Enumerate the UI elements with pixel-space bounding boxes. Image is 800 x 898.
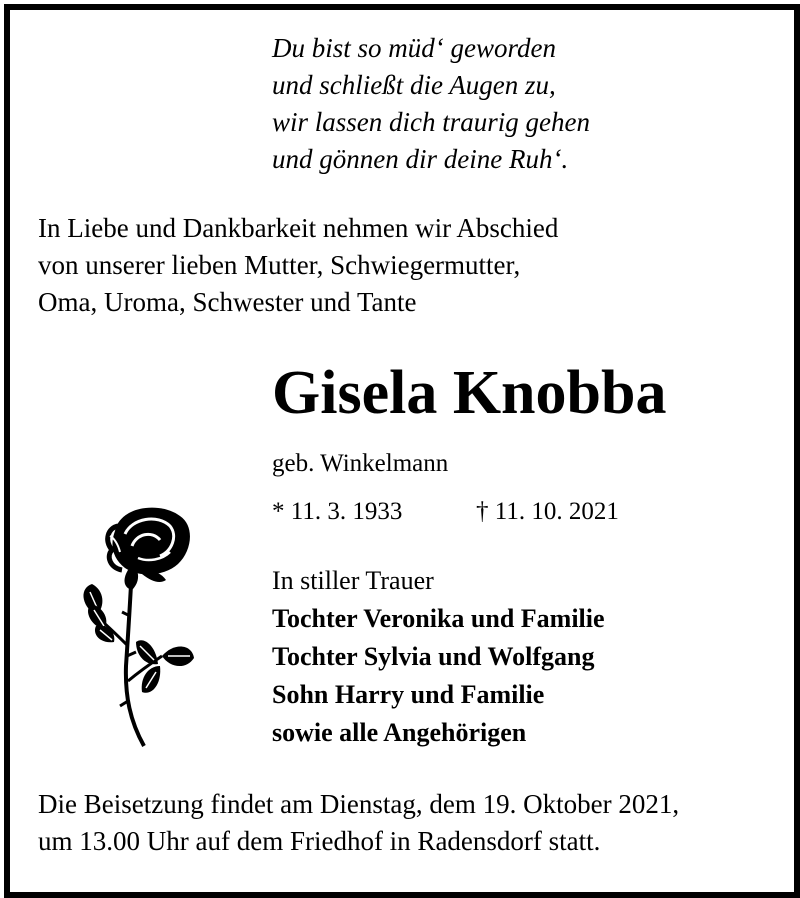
funeral-line: um 13.00 Uhr auf dem Friedhof in Radensdorf statt. [38, 826, 601, 856]
mourners-heading: In stiller Trauer [272, 566, 434, 595]
birth-date: * 11. 3. 1933 [272, 498, 403, 525]
mourners [272, 562, 762, 752]
mourner-line: Sohn Harry und Familie [272, 680, 545, 709]
rose-icon [70, 496, 220, 756]
death-date: † 11. 10. 2021 [476, 498, 619, 525]
poem-line: und schließt die Augen zu, [272, 70, 556, 100]
intro-line: von unserer lieben Mutter, Schwiegermutter, [38, 250, 521, 280]
poem [272, 30, 752, 178]
intro-text [38, 210, 758, 321]
intro-line: In Liebe und Dankbarkeit nehmen wir Abschied [38, 213, 559, 243]
mourner-line: Tochter Sylvia und Wolfgang [272, 642, 595, 671]
funeral-line: Die Beisetzung findet am Dienstag, dem 19. Oktober 2021, [38, 789, 680, 819]
poem-line: Du bist so müd‘ geworden [272, 33, 556, 63]
mourner-line: sowie alle Angehörigen [272, 718, 527, 747]
maiden-name: geb. Winkelmann [272, 450, 449, 477]
funeral-notice [38, 786, 768, 860]
intro-line: Oma, Uroma, Schwester und Tante [38, 287, 417, 317]
deceased-name: Gisela Knobba [272, 359, 667, 427]
mourner-line: Tochter Veronika und Familie [272, 604, 605, 633]
poem-line: wir lassen dich traurig gehen [272, 107, 590, 137]
poem-line: und gönnen dir deine Ruh‘. [272, 144, 569, 174]
